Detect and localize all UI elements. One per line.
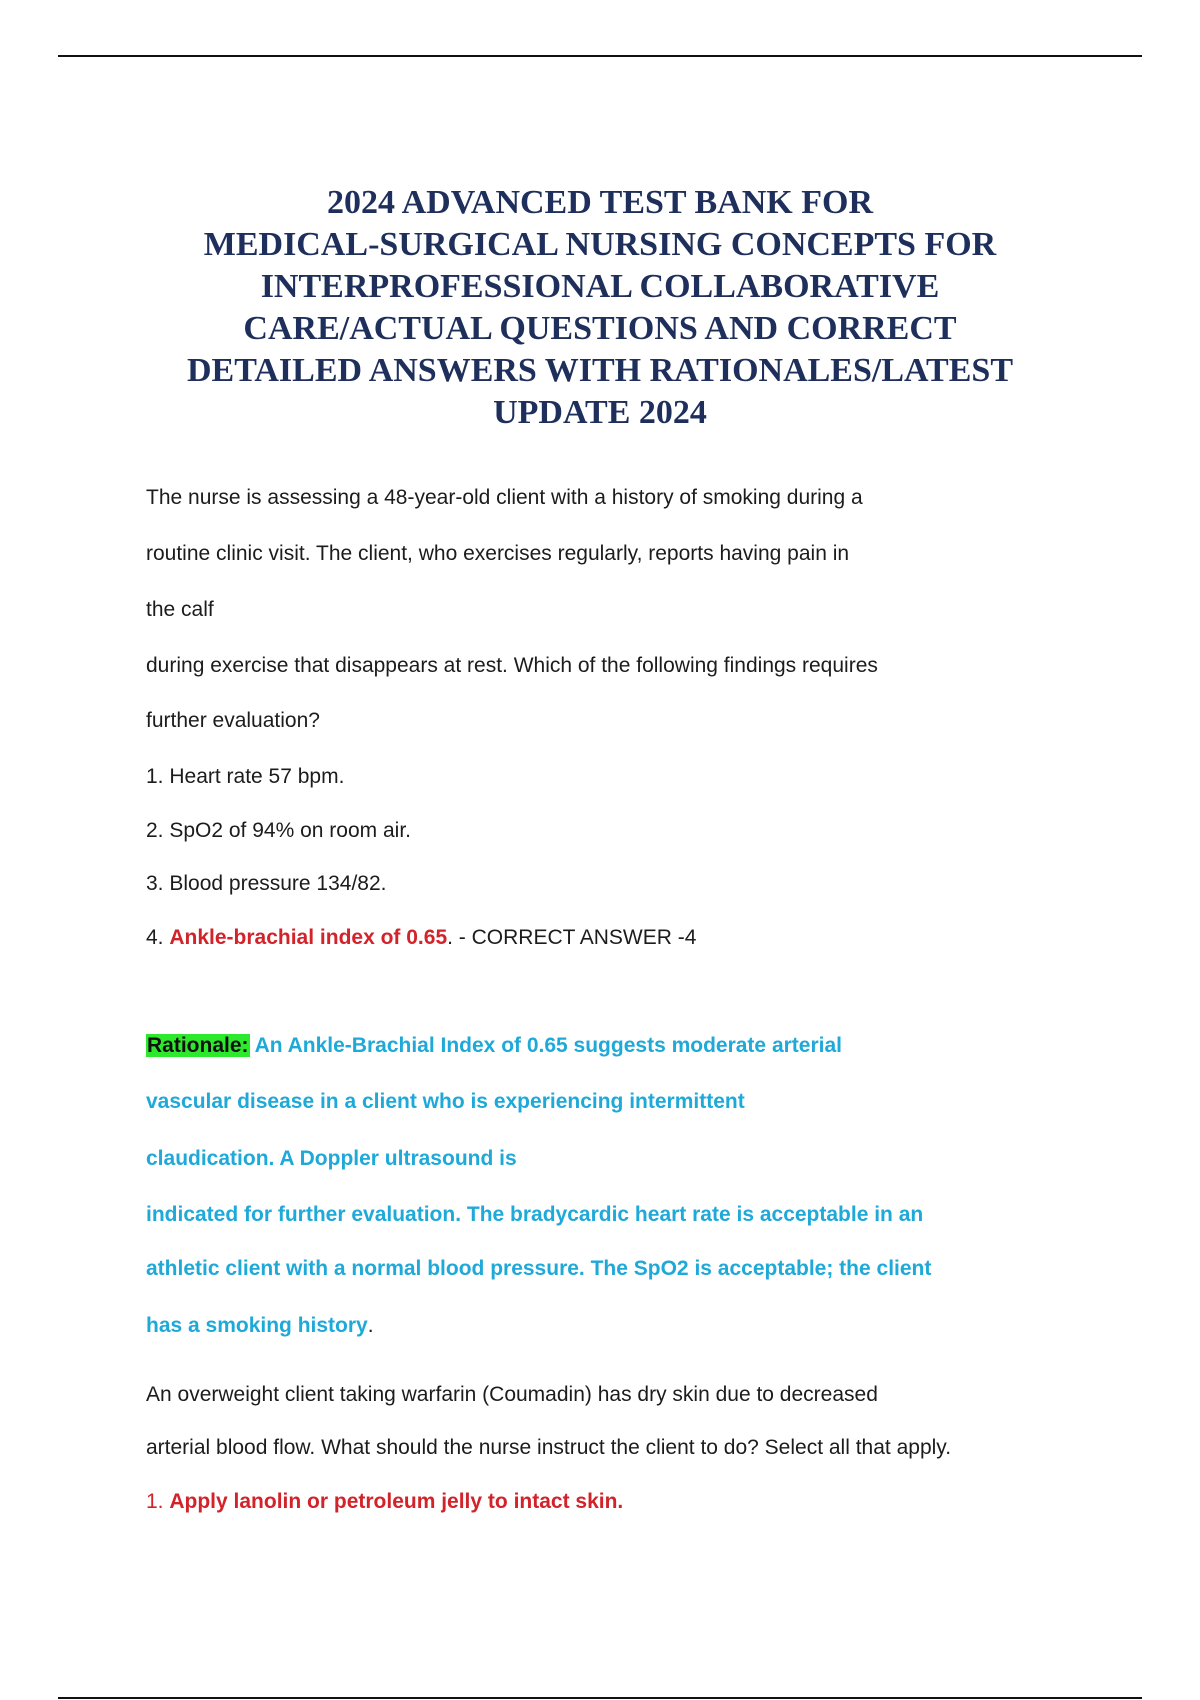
title-line: 2024 ADVANCED TEST BANK FOR <box>326 184 873 221</box>
correct-answer-label: . - CORRECT ANSWER -4 <box>447 926 697 949</box>
question-2-option <box>146 1488 623 1516</box>
rationale-line: vascular disease in a client who is experiencing intermittent <box>146 1090 745 1113</box>
question-1-stem-line: the calf <box>146 598 214 621</box>
question-2-stem-line: arterial blood flow. What should the nurse instruct the client to do? Select all that apply. <box>146 1436 952 1459</box>
title-line: UPDATE 2024 <box>493 394 707 431</box>
title-line: MEDICAL-SURGICAL NURSING CONCEPTS FOR <box>203 226 997 263</box>
title-line: DETAILED ANSWERS WITH RATIONALES/LATEST <box>186 352 1013 389</box>
question-1-stem-line: The nurse is assessing a 48-year-old client with a history of smoking during a <box>146 486 863 509</box>
rationale-text: An Ankle-Brachial Index of 0.65 suggests moderate arterial <box>249 1034 842 1057</box>
bottom-rule <box>58 1697 1142 1699</box>
question-1-stem-line: during exercise that disappears at rest. Which of the following findings requires <box>146 654 878 677</box>
correct-answer-text: Apply lanolin or petroleum jelly to intact skin. <box>169 1490 624 1513</box>
rationale-text: has a smoking history <box>146 1314 368 1337</box>
title-line: INTERPROFESSIONAL COLLABORATIVE <box>260 268 940 305</box>
title-line: CARE/ACTUAL QUESTIONS AND CORRECT <box>243 310 957 347</box>
rationale-line <box>146 1312 374 1340</box>
question-1-correct-option <box>146 924 696 952</box>
question-1-stem-line: routine clinic visit. The client, who exercises regularly, reports having pain in <box>146 542 850 565</box>
question-2-stem-line: An overweight client taking warfarin (Coumadin) has dry skin due to decreased <box>146 1383 878 1406</box>
rationale-line: athletic client with a normal blood pressure. The SpO2 is acceptable; the client <box>146 1257 932 1280</box>
document-title <box>100 182 1100 434</box>
question-1-option: 1. Heart rate 57 bpm. <box>146 765 345 788</box>
question-1-option: 2. SpO2 of 94% on room air. <box>146 819 411 842</box>
question-1-stem-line: further evaluation? <box>146 709 320 732</box>
rationale-line: claudication. A Doppler ultrasound is <box>146 1147 517 1170</box>
rationale-period: . <box>367 1314 374 1337</box>
option-number: 1. <box>146 1490 170 1513</box>
rationale-line <box>146 1032 842 1060</box>
correct-answer-text: Ankle-brachial index of 0.65 <box>169 926 448 949</box>
question-1-option: 3. Blood pressure 134/82. <box>146 872 387 895</box>
top-rule <box>58 55 1142 57</box>
rationale-line: indicated for further evaluation. The bradycardic heart rate is acceptable in an <box>146 1203 924 1226</box>
rationale-label: Rationale: <box>147 1034 249 1057</box>
option-number: 4. <box>146 926 170 949</box>
